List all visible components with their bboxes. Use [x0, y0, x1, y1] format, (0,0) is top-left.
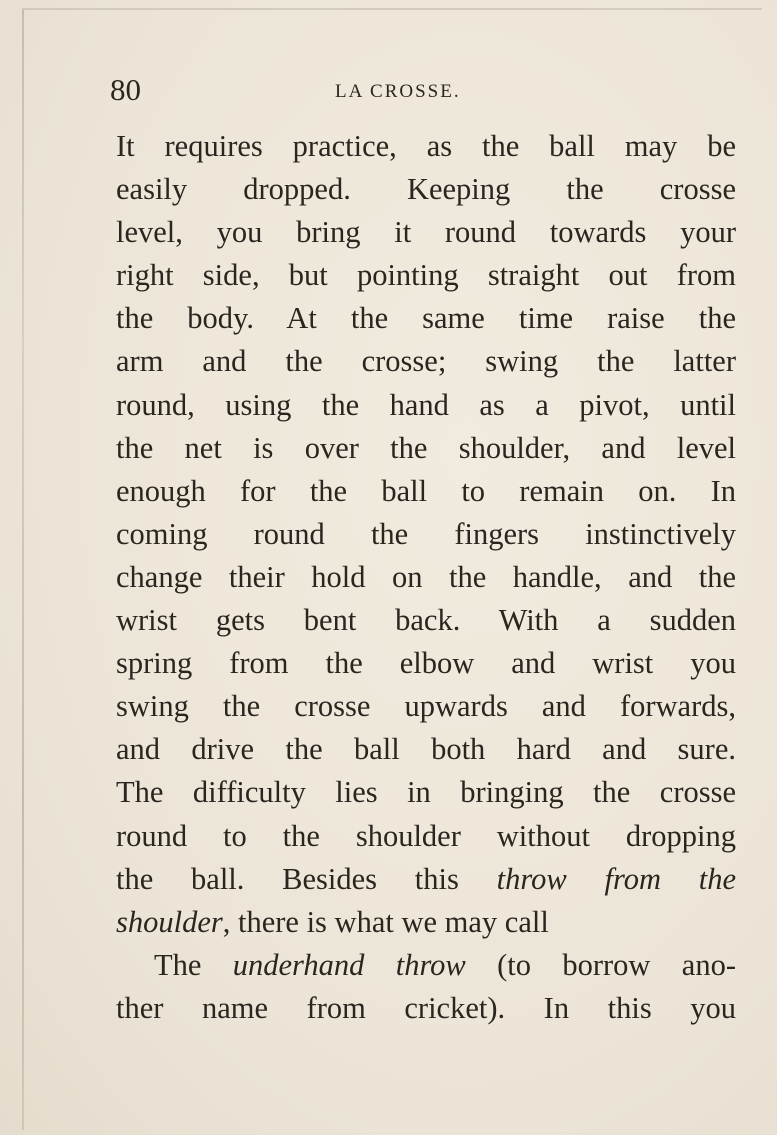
text-line-12: wrist gets bent back. With a sudden	[116, 603, 736, 638]
text-line-11: change their hold on the handle, and the	[116, 559, 736, 594]
page-header	[110, 72, 730, 112]
text-line-20-roman-end: (to borrow ano-	[465, 947, 736, 982]
text-line-19-italic: shoulder	[116, 904, 223, 939]
text-line-9: enough for the ball to remain on. In	[116, 473, 736, 508]
running-head: LA CROSSE.	[335, 81, 461, 102]
text-line-14: swing the crosse upwards and forwards,	[116, 689, 736, 724]
text-line-7: round, using the hand as a pivot, until	[116, 387, 736, 422]
text-line-18-italic: throw from the	[496, 861, 736, 896]
text-line-16: The difficulty lies in bringing the crosse	[116, 775, 736, 810]
text-line-2: easily dropped. Keeping the crosse	[116, 172, 736, 207]
page-left-edge	[22, 10, 24, 1130]
text-line-20-roman-start: The	[154, 947, 233, 982]
text-line-3: level, you bring it round towards your	[116, 215, 736, 250]
text-line-18-roman: the ball. Besides this	[116, 861, 497, 896]
text-line-10: coming round the fingers instinctively	[116, 516, 736, 551]
text-line-19	[116, 901, 736, 944]
text-line-17: round to the shoulder without dropping	[116, 818, 736, 853]
text-line-13: spring from the elbow and wrist you	[116, 646, 736, 681]
page-number: 80	[110, 72, 141, 107]
text-line-1: It requires practice, as the ball may be	[116, 129, 736, 163]
page-top-edge	[22, 8, 762, 10]
text-line-4: right side, but pointing straight out from	[116, 258, 736, 293]
text-line-18	[116, 858, 736, 901]
body-text	[116, 125, 736, 1030]
text-line-19-roman: , there is what we may call	[222, 904, 549, 939]
text-line-15: and drive the ball both hard and sure.	[116, 732, 736, 767]
text-line-6: arm and the crosse; swing the latter	[116, 344, 736, 379]
text-line-5: the body. At the same time raise the	[116, 301, 736, 336]
text-line-20-italic: underhand throw	[232, 947, 466, 982]
text-line-21: ther name from cricket). In this you	[116, 990, 736, 1025]
text-line-8: the net is over the shoulder, and level	[116, 430, 736, 465]
text-line-20	[116, 944, 736, 987]
